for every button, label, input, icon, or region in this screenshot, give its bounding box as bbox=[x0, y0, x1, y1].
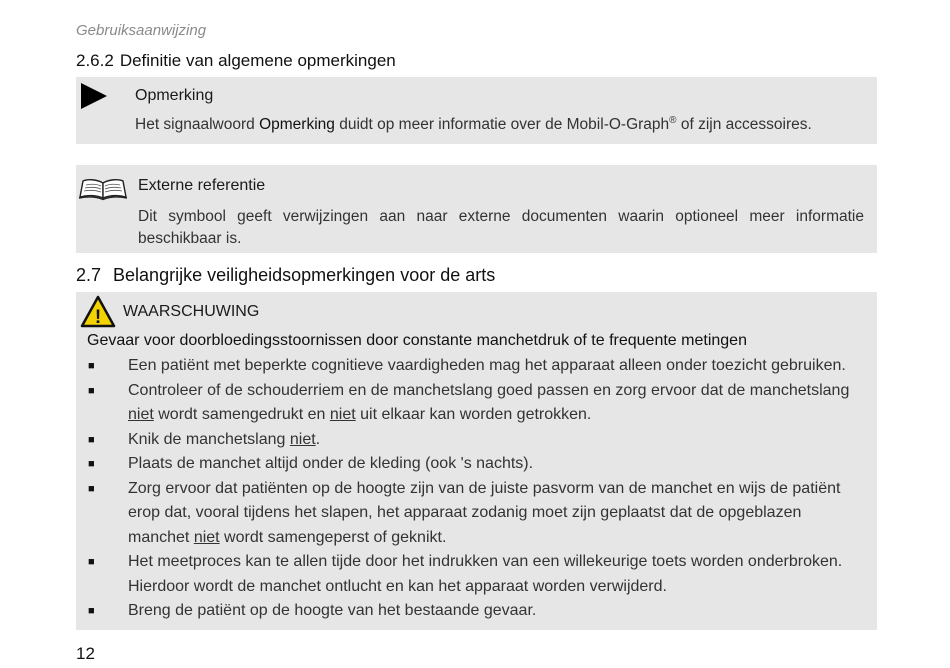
section-number: 2.6.2 bbox=[76, 51, 114, 70]
section-number: 2.7 bbox=[76, 265, 102, 285]
note-title: Opmerking bbox=[135, 87, 214, 104]
open-book-icon bbox=[78, 177, 128, 201]
note-text-part: of zijn accessoires. bbox=[676, 116, 812, 134]
warning-triangle-icon bbox=[80, 295, 116, 328]
section-title: Definitie van algemene opmerkingen bbox=[119, 51, 396, 70]
bullet-square-icon: ■ bbox=[88, 433, 95, 446]
note-keyword: Opmerking bbox=[259, 116, 335, 134]
warning-list-item bbox=[76, 428, 877, 453]
registered-mark: ® bbox=[669, 115, 677, 126]
item-text: wordt samengedrukt en bbox=[153, 406, 330, 423]
item-text: Het meetproces kan te allen tijde door het indrukken van een willekeurige toets worden onderbroken. Hierdoor wordt de manchet ontlucht en kan het apparaat worden verwijderd. bbox=[128, 553, 843, 595]
section-title: Belangrijke veiligheidsopmerkingen voor de arts bbox=[113, 265, 496, 285]
note-text bbox=[135, 115, 812, 134]
running-header: Gebruiksaanwijzing bbox=[76, 22, 207, 39]
page-number: 12 bbox=[76, 644, 95, 663]
item-text: Zorg ervoor dat patiënten op de hoogte zijn van de juiste pasvorm van de manchet en wijs de patiënt erop dat, vooral tijdens het slapen, het apparaat zodanig moet zijn geplaatst dat de opgeblazen manchet bbox=[128, 479, 841, 546]
reference-text: Dit symbool geeft verwijzingen aan naar externe documenten waarin optioneel meer informatie beschikbaar is. bbox=[138, 208, 864, 247]
emphasis-underline: niet bbox=[193, 528, 220, 546]
bullet-square-icon: ■ bbox=[88, 360, 95, 372]
item-text: wordt samengeperst of geknikt. bbox=[219, 528, 447, 546]
section-heading-2-7 bbox=[76, 265, 495, 286]
triangle-right-icon bbox=[80, 83, 108, 109]
warning-list bbox=[76, 354, 877, 624]
item-text: Knik de manchetslang bbox=[128, 430, 290, 448]
bullet-square-icon: ■ bbox=[88, 605, 95, 617]
warning-list-item bbox=[76, 379, 877, 428]
item-text: Plaats de manchet altijd onder de kleding (ook 's nachts). bbox=[128, 455, 534, 472]
warning-list-item bbox=[76, 550, 877, 599]
note-text-part: duidt op meer informatie over de Mobil-O-Graph bbox=[334, 116, 670, 134]
warning-glyph: ! bbox=[94, 307, 102, 328]
section-heading-2-6-2 bbox=[76, 51, 396, 71]
bullet-square-icon: ■ bbox=[88, 384, 95, 397]
warning-title: WAARSCHUWING bbox=[123, 303, 260, 320]
note-box bbox=[76, 77, 877, 144]
item-text: uit elkaar kan worden getrokken. bbox=[355, 406, 592, 423]
note-text-part: Het signaalwoord bbox=[135, 116, 260, 134]
warning-list-item bbox=[76, 599, 877, 624]
bullet-square-icon: ■ bbox=[88, 482, 95, 495]
emphasis-underline: niet bbox=[289, 430, 316, 448]
item-text: . bbox=[315, 430, 321, 448]
warning-list-item bbox=[76, 452, 877, 477]
warning-list-item bbox=[76, 477, 877, 551]
emphasis-underline: niet bbox=[128, 406, 154, 423]
warning-list-item bbox=[76, 354, 877, 379]
item-text: Een patiënt met beperkte cognitieve vaardigheden mag het apparaat alleen onder toezicht gebruiken. bbox=[128, 357, 846, 374]
bullet-square-icon: ■ bbox=[88, 458, 95, 470]
reference-box bbox=[76, 165, 877, 253]
warning-subtitle: Gevaar voor doorbloedingsstoornissen door constante manchetdruk of te frequente metingen bbox=[87, 332, 747, 349]
item-text: Breng de patiënt op de hoogte van het bestaande gevaar. bbox=[128, 602, 537, 619]
item-text: Controleer of de schouderriem en de manchetslang goed passen en zorg ervoor dat de manchetslang bbox=[128, 381, 850, 399]
bullet-square-icon: ■ bbox=[88, 556, 95, 568]
reference-title: Externe referentie bbox=[138, 177, 266, 194]
emphasis-underline: niet bbox=[329, 406, 356, 423]
warning-box bbox=[76, 292, 877, 630]
